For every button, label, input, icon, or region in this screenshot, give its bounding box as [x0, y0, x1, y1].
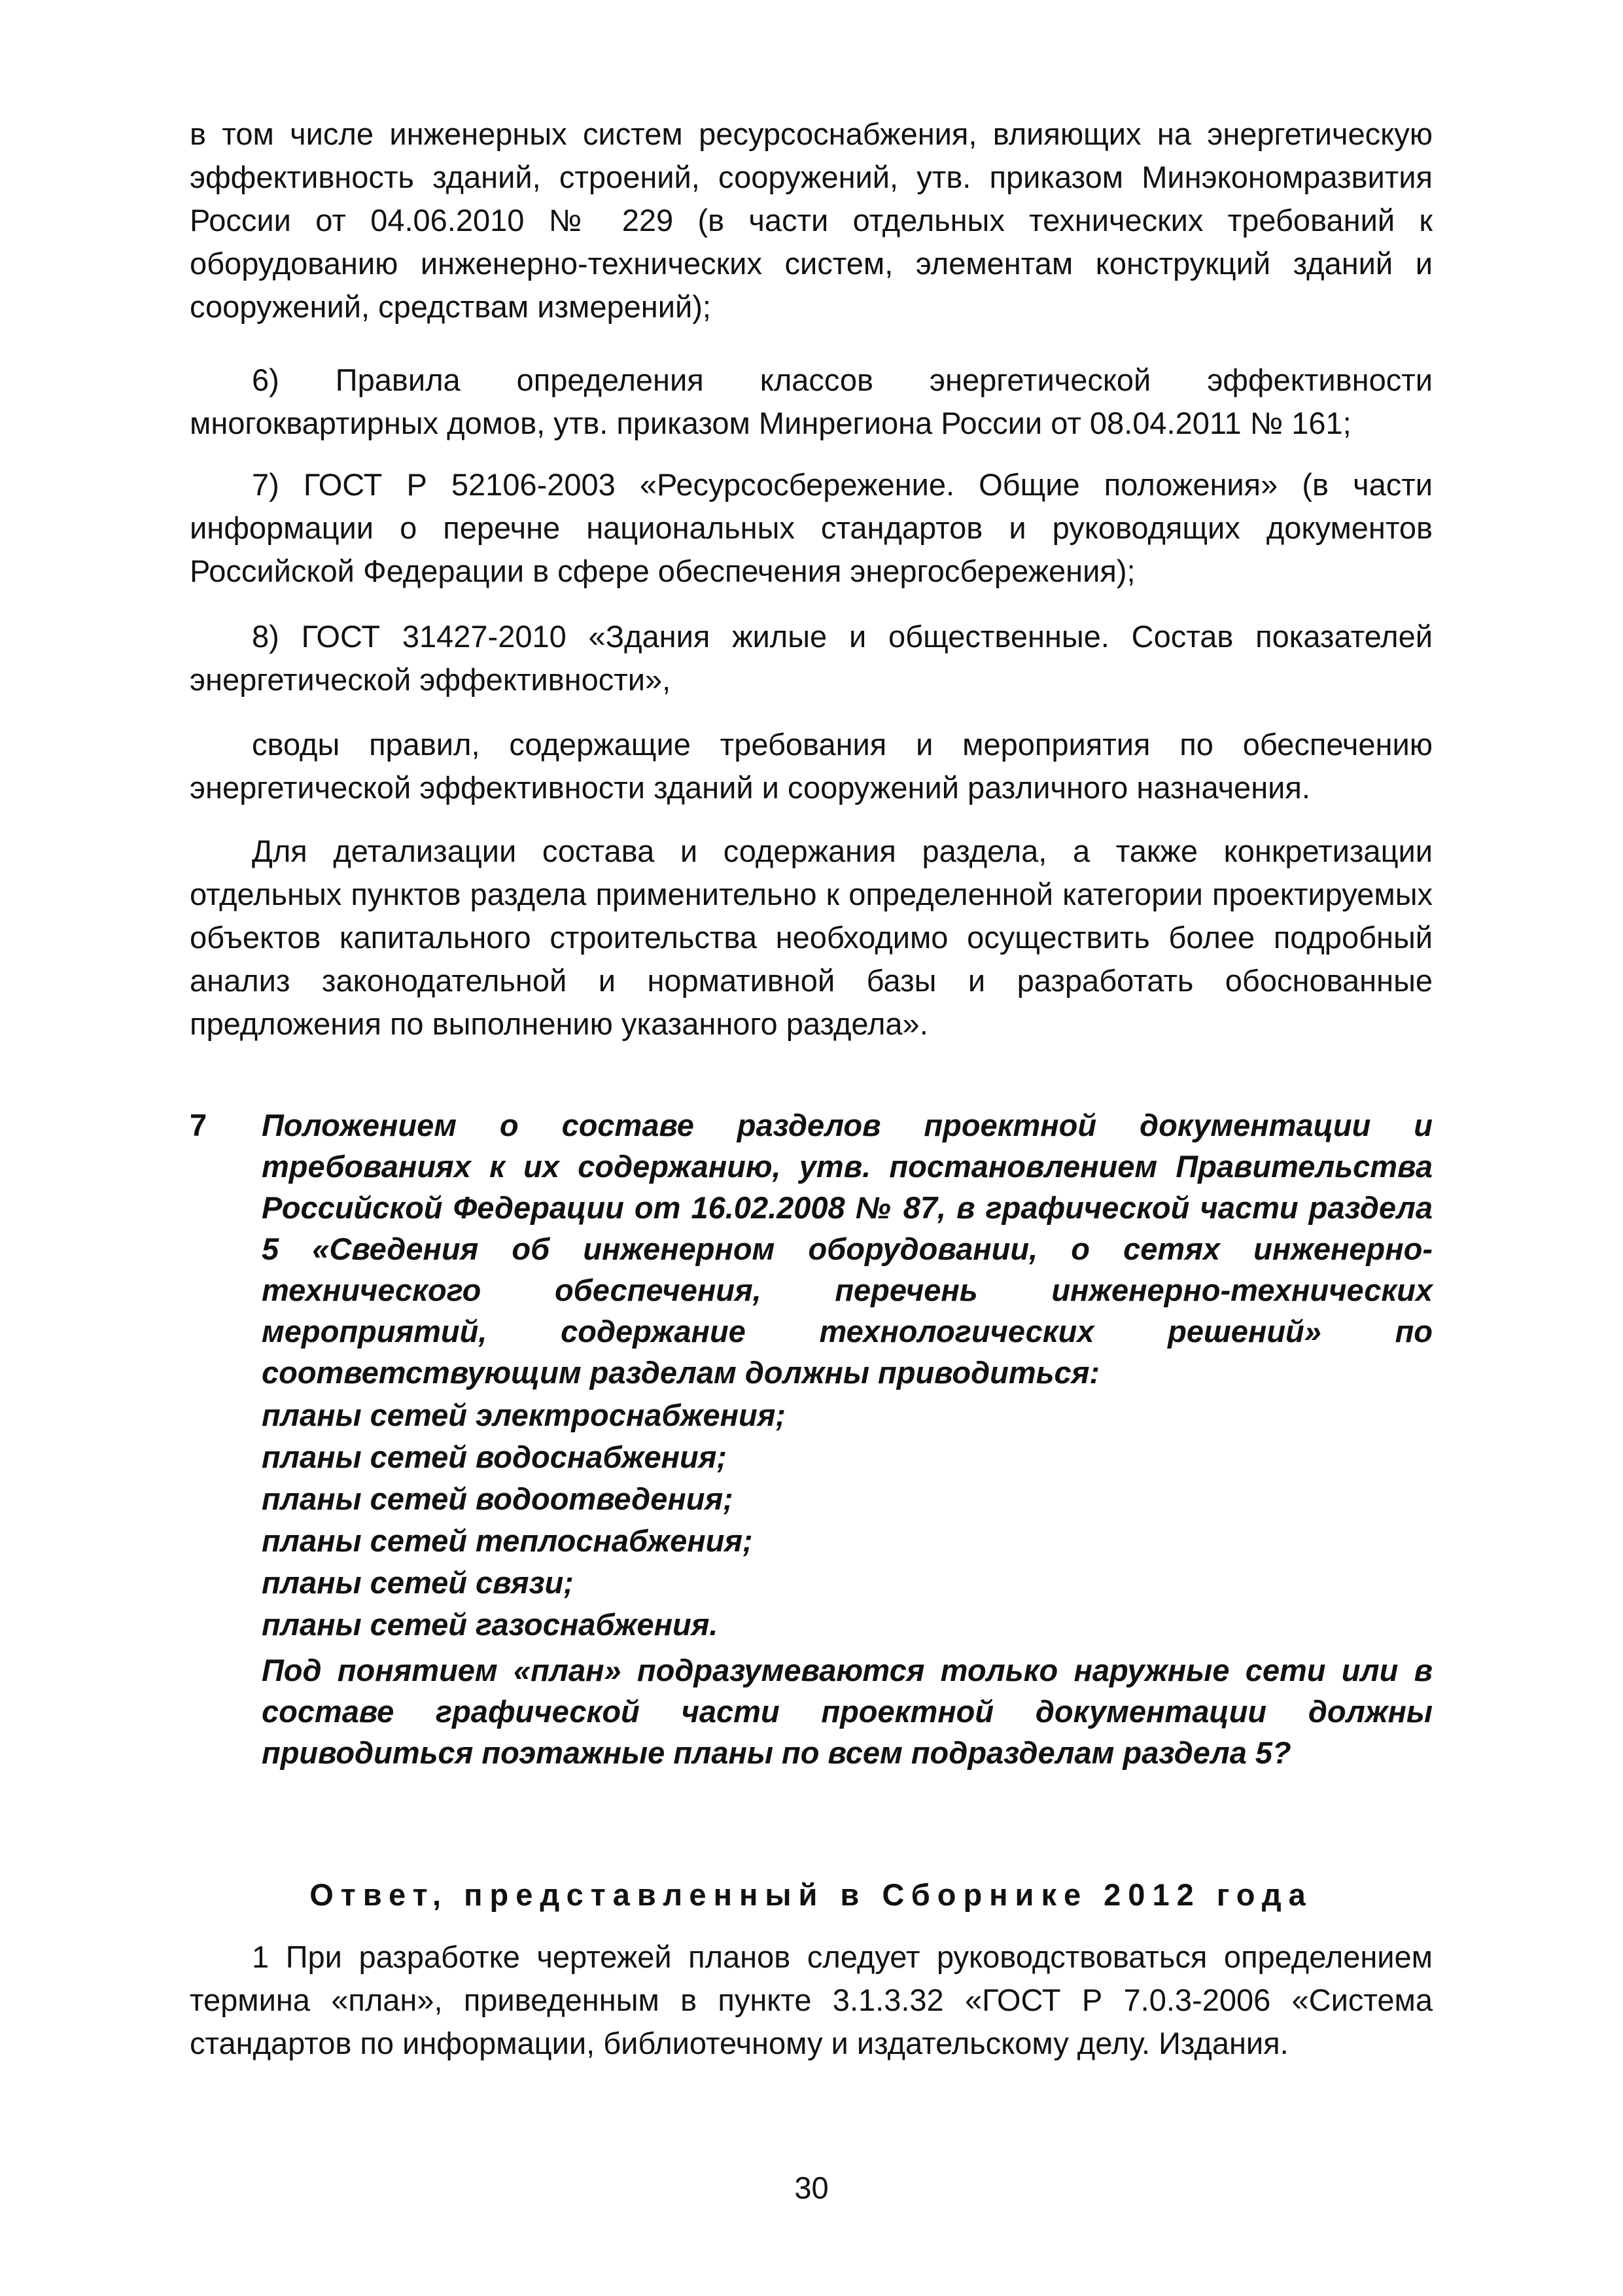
answer-paragraph: 1 При разработке чертежей планов следует руководствоваться определением термина «план», приведенным в пункте 3.1.3.32 «ГОСТ Р 7.0.3-2006 «Система стандартов по информации, библиотечному и издательскому делу. Издания.	[190, 1939, 1433, 2060]
question-section	[190, 1104, 1433, 1773]
networks-plan-list	[262, 1394, 1433, 1646]
question-number: 7	[190, 1108, 207, 1142]
list-item: планы сетей связи;	[262, 1565, 574, 1600]
answer-heading: Ответ, представленный в Сборнике 2012 года	[309, 1877, 1313, 1912]
paragraph-item-7: 7) ГОСТ Р 52106-2003 «Ресурсосбережение. Общие положения» (в части информации о перечне национальных стандартов и руководящих документов Российской Федерации в сфере обеспечения энергосбережения);	[190, 467, 1433, 588]
paragraph-codes-of-practice: своды правил, содержащие требования и мероприятия по обеспечению энергетической эффективности зданий и сооружений различного назначения.	[190, 727, 1433, 805]
paragraph-item-8: 8) ГОСТ 31427-2010 «Здания жилые и общественные. Состав показателей энергетической эффективности»,	[190, 619, 1433, 697]
list-item: планы сетей водоснабжения;	[262, 1439, 727, 1474]
question-body: Положением о составе разделов проектной документации и требованиях к их содержанию, утв. постановлением Правительства Российской Федерации от 16.02.2008 № 87, в графической части раздела 5 «Сведения об инженерном оборудовании, о сетях инженерно-технического обеспечения, перечень инженерно-технических мероприятий, содержание технологических решений» по соответствующим разделам должны приводиться:	[262, 1108, 1433, 1390]
page-number: 30	[794, 2170, 829, 2205]
paragraph-detailing: Для детализации состава и содержания раздела, а также конкретизации отдельных пунктов раздела применительно к определенной категории проектируемых объектов капитального строительства необходимо осуществить более подробный анализ законодательной и нормативной базы и разработать обоснованные предложения по выполнению указанного раздела».	[190, 834, 1433, 1041]
list-item: планы сетей теплоснабжения;	[262, 1523, 753, 1558]
list-item: планы сетей электроснабжения;	[262, 1398, 786, 1432]
list-item: планы сетей газоснабжения.	[262, 1607, 718, 1642]
question-followup: Под понятием «план» подразумеваются только наружные сети или в составе графической части проектной документации должны приводиться поэтажные планы по всем подразделам раздела 5?	[262, 1653, 1433, 1770]
paragraph-item-6: 6) Правила определения классов энергетической эффективности многоквартирных домов, утв. приказом Минрегиона России от 08.04.2011 № 161;	[190, 362, 1433, 440]
paragraph-intro: в том числе инженерных систем ресурсоснабжения, влияющих на энергетическую эффективность зданий, строений, сооружений, утв. приказом Минэкономразвития России от 04.06.2010 № 229 (в части отдельных технических требований к оборудованию инженерно-технических систем, элементам конструкций зданий и сооружений, средствам измерений);	[190, 116, 1433, 324]
list-item: планы сетей водоотведения;	[262, 1481, 733, 1516]
